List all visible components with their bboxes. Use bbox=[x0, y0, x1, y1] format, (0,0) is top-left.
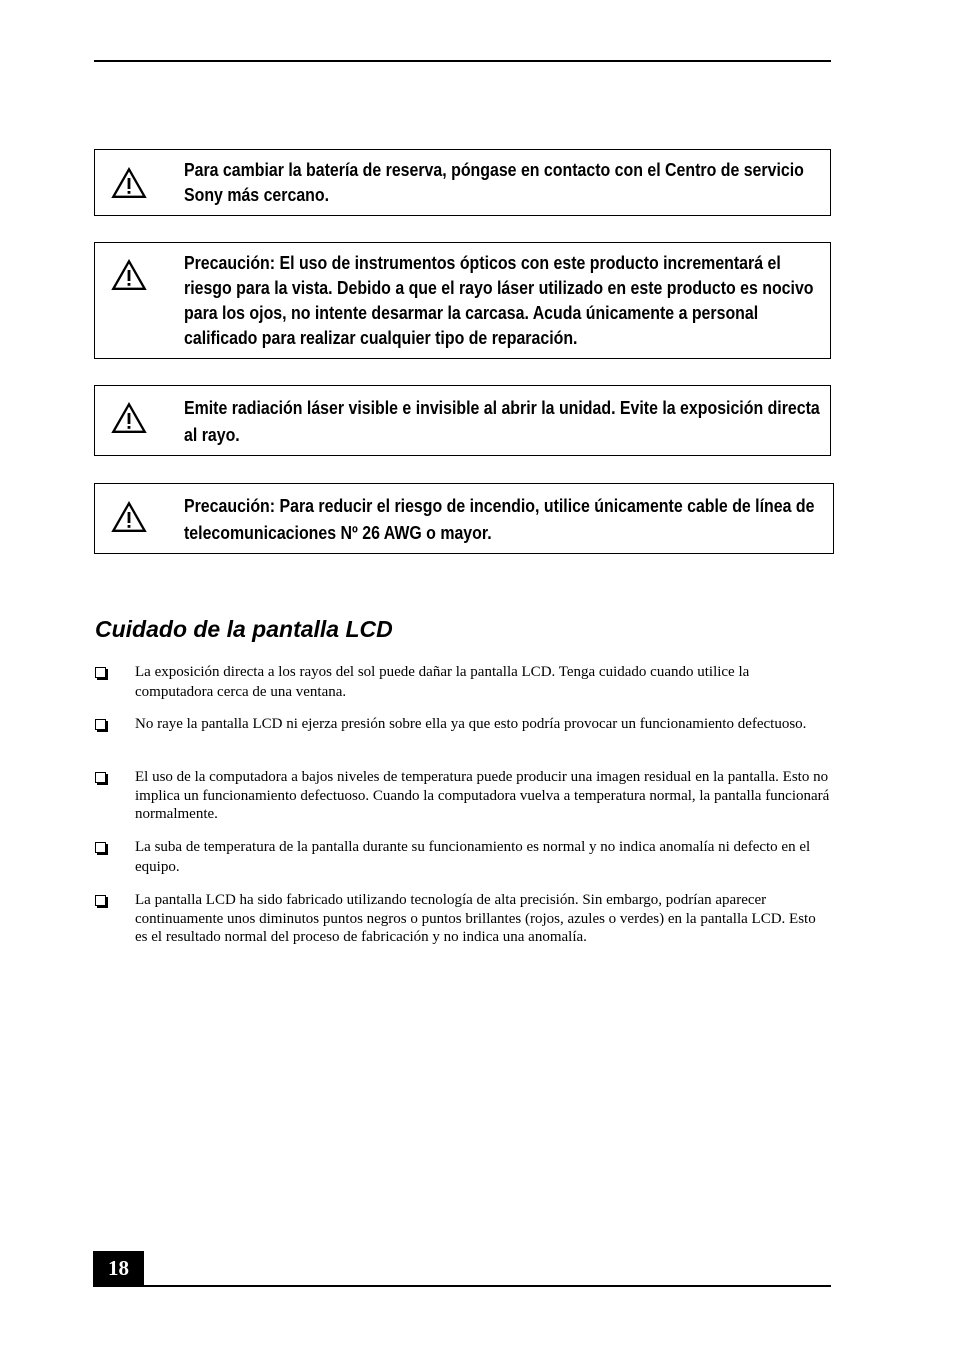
warning-triangle-icon bbox=[111, 501, 147, 533]
section-title: Cuidado de la pantalla LCD bbox=[95, 616, 393, 642]
warning-text: Precaución: Para reducir el riesgo de incendio, utilice únicamente cable de línea de telecomunicaciones Nº 26 AWG o mayor. bbox=[184, 495, 815, 543]
warning-box-laser bbox=[94, 385, 831, 456]
warning-box-battery bbox=[94, 149, 831, 216]
checkbox-bullet-icon bbox=[95, 895, 106, 906]
warning-triangle-icon bbox=[111, 402, 147, 434]
warning-text: Precaución: El uso de instrumentos ópticos con este producto incrementará el riesgo para la vista. Debido a que el rayo láser utilizado en este producto es nocivo para los ojos, no intente desarmar la carcasa. Acuda únicamente a personal calificado para realizar cualquier tipo de reparación. bbox=[184, 252, 814, 348]
list-item-text: La suba de temperatura de la pantalla durante su funcionamiento es normal y no indica anomalía ni defecto en el equipo. bbox=[135, 839, 811, 875]
checkbox-bullet-icon bbox=[95, 667, 106, 678]
list-item-text: No raye la pantalla LCD ni ejerza presión sobre ella ya que esto podría provocar un funcionamiento defectuoso. bbox=[135, 716, 807, 732]
list-item-text: La exposición directa a los rayos del sol puede dañar la pantalla LCD. Tenga cuidado cuando utilice la computadora cerca de una ventana. bbox=[135, 664, 750, 700]
warning-triangle-icon bbox=[111, 167, 147, 199]
checkbox-bullet-icon bbox=[95, 772, 106, 783]
checkbox-bullet-icon bbox=[95, 842, 106, 853]
footer-rule bbox=[93, 1285, 831, 1287]
checkbox-bullet-icon bbox=[95, 719, 106, 730]
list-item-text: La pantalla LCD ha sido fabricado utilizando tecnología de alta precisión. Sin embargo, podrían aparecer continuamente unos diminutos puntos negros o puntos brillantes (rojos, azules o verdes) en la pantalla LCD. Esto es el resultado normal del proceso de fabricación y no indica una anomalía. bbox=[135, 892, 816, 945]
page-number: 18 bbox=[93, 1251, 144, 1286]
list-item-text: El uso de la computadora a bajos niveles de temperatura puede producir una imagen residual en la pantalla. Esto no implica un funcionamiento defectuoso. Cuando la computadora vuelva a temperatura normal, la pantalla funcionará normalmente. bbox=[135, 769, 830, 822]
warning-box-fire bbox=[94, 483, 834, 554]
warning-triangle-icon bbox=[111, 259, 147, 291]
warning-box-optical bbox=[94, 242, 831, 359]
header-rule bbox=[94, 60, 831, 62]
warning-text: Emite radiación láser visible e invisible al abrir la unidad. Evite la exposición directa al rayo. bbox=[184, 397, 820, 445]
warning-text: Para cambiar la batería de reserva, póngase en contacto con el Centro de servicio Sony más cercano. bbox=[184, 159, 804, 205]
